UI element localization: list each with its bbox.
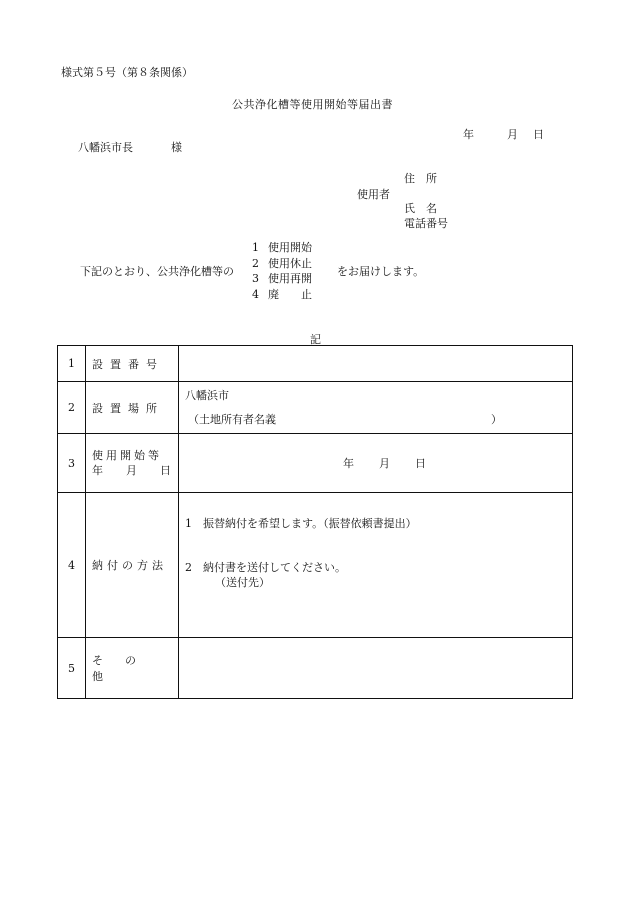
payment-send-to-label: （送付先） xyxy=(215,576,270,589)
date-month: 月 xyxy=(507,128,518,141)
option-number: 1 xyxy=(252,241,259,254)
start-date-field[interactable] xyxy=(179,434,573,493)
land-owner-close: ） xyxy=(491,413,502,426)
table-row xyxy=(58,493,573,638)
option-number: 4 xyxy=(252,287,259,301)
installation-number-field[interactable] xyxy=(179,346,573,382)
payment-method-label: 納付の方法 xyxy=(86,493,179,638)
start-date-day: 日 xyxy=(415,457,426,470)
installation-number-label: 設置番号 xyxy=(86,346,179,382)
table-row xyxy=(58,434,573,493)
land-owner-label: （土地所有者名義 xyxy=(188,413,276,426)
applicant-name-label: 氏 名 xyxy=(404,202,437,215)
installation-location-label: 設置場所 xyxy=(86,382,179,434)
row-number: 4 xyxy=(58,493,86,638)
start-date-month: 月 xyxy=(379,457,390,470)
option-number: 2 xyxy=(252,256,259,270)
applicant-phone-label: 電話番号 xyxy=(404,217,448,230)
submission-date xyxy=(463,126,544,142)
notice-option[interactable] xyxy=(252,271,312,287)
notice-option[interactable] xyxy=(252,240,312,256)
row-number: 3 xyxy=(58,434,86,493)
other-field[interactable] xyxy=(179,638,573,699)
option-label: 使用再開 xyxy=(268,272,312,285)
start-date-label-line2: 年 月 日 xyxy=(92,464,177,477)
notice-lead-text: 下記のとおり、公共浄化槽等の xyxy=(80,265,234,278)
start-date-label-line1: 使用開始等 xyxy=(92,449,162,462)
payment-option-transfer[interactable]: 1 振替納付を希望します。（振替依頼書提出） xyxy=(185,517,417,530)
option-label: 使用休止 xyxy=(268,256,312,270)
start-date-year: 年 xyxy=(343,457,354,470)
notice-option[interactable] xyxy=(252,256,312,272)
location-city: 八幡浜市 xyxy=(185,389,229,402)
payment-method-field[interactable] xyxy=(179,493,573,638)
notice-option[interactable] xyxy=(252,287,312,303)
option-label: 廃 止 xyxy=(268,287,312,301)
date-year: 年 xyxy=(463,128,474,141)
table-row xyxy=(58,346,573,382)
row-number: 2 xyxy=(58,382,86,434)
document-title: 公共浄化槽等使用開始等届出書 xyxy=(232,98,393,111)
row-number: 1 xyxy=(58,346,86,382)
notice-options xyxy=(252,240,312,302)
table-row xyxy=(58,382,573,434)
date-day: 日 xyxy=(533,128,544,141)
installation-location-field[interactable] xyxy=(179,382,573,434)
start-date-label xyxy=(86,434,179,493)
form-number: 様式第５号（第８条関係） xyxy=(61,66,193,79)
option-label: 使用開始 xyxy=(268,241,312,254)
payment-option-invoice[interactable]: 2 納付書を送付してください。 xyxy=(185,561,346,574)
record-heading: 記 xyxy=(310,333,321,346)
notice-trail-text: をお届けします。 xyxy=(337,265,425,278)
applicant-label: 使用者 xyxy=(357,188,390,201)
other-label: その他 xyxy=(86,638,179,699)
addressee-name: 八幡浜市長 xyxy=(78,141,133,154)
option-number: 3 xyxy=(252,272,259,285)
addressee-honorific: 様 xyxy=(171,141,182,154)
record-table xyxy=(57,345,573,699)
table-row xyxy=(58,638,573,699)
applicant-address-label: 住 所 xyxy=(404,172,437,185)
row-number: 5 xyxy=(58,638,86,699)
addressee xyxy=(78,139,182,155)
